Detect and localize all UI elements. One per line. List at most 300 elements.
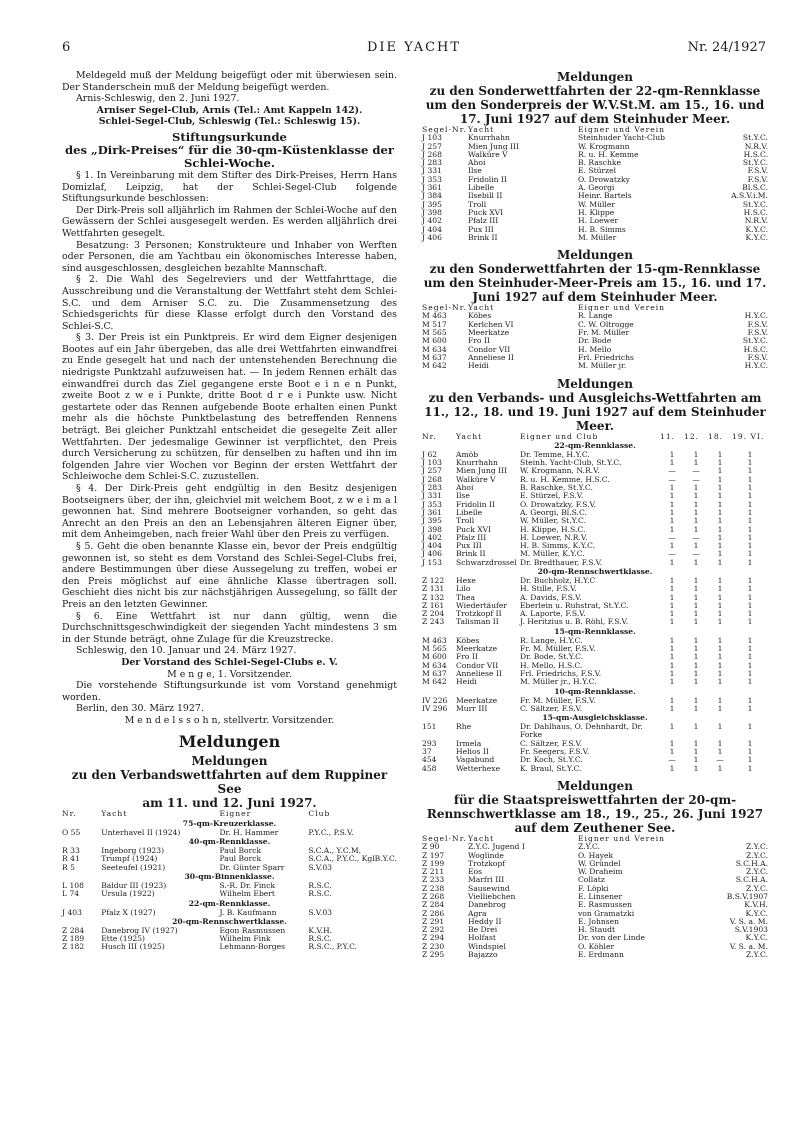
race-mark: 1: [693, 600, 699, 610]
table-header-row: [422, 433, 768, 441]
yacht-name: Meerkatze: [456, 695, 498, 705]
yacht-name: Schwarzdrossel: [456, 557, 517, 567]
club-name: Bl.S.C.: [742, 183, 768, 193]
race-mark: 1: [747, 483, 753, 493]
owner-club: [578, 951, 768, 959]
column-header: Yacht: [468, 125, 495, 134]
sail-number: M 600: [422, 336, 447, 346]
race-mark: 1: [717, 738, 723, 748]
yacht-name: Fridolin II: [468, 174, 507, 184]
race-mark: 1: [669, 449, 675, 459]
owner-name: O. Hayek: [578, 850, 614, 860]
table-row: [422, 618, 768, 626]
yacht-name: Heidi: [456, 677, 477, 687]
sail-number: M 463: [422, 311, 447, 321]
sail-number: 37: [422, 747, 432, 757]
sail-number: Z 90: [422, 842, 440, 852]
yacht-name: Helios II: [456, 747, 489, 757]
club-name: R.S.C.: [308, 880, 332, 890]
club-name: A.S.V.i.M.: [731, 191, 768, 201]
sail-number: L 108: [62, 880, 84, 890]
sail-number: M 642: [422, 677, 447, 687]
owner-club: A. Laporte, F.S.V.: [520, 609, 586, 619]
owner-name: R. u. H. Kemme: [578, 149, 639, 159]
yacht-name: Fro II: [456, 652, 478, 662]
race-mark: 1: [717, 722, 723, 732]
race-mark: 1: [717, 652, 723, 662]
race-mark: 1: [747, 755, 753, 765]
sail-number: 151: [422, 722, 437, 732]
class-name: 20-qm-Rennschwertklasse.: [537, 566, 653, 576]
stift-subheading: des „Dirk-Preises“ für die 30-qm-Küstenklasse der Schlei-Woche.: [65, 142, 394, 170]
table-row: [62, 943, 397, 951]
club-name: Z.Y.C.: [746, 950, 768, 960]
yacht-name: Walküre V: [456, 474, 496, 484]
ruppin-sub1: zu den Verbandswettfahrten auf dem Ruppiner See: [71, 768, 388, 797]
signer-arnis: Arniser Segel-Club, Arnis (Tel.: Amt Kappeln 142).: [96, 104, 363, 116]
yacht-name: Heidi: [468, 361, 489, 371]
yacht-name: Bajazzo: [468, 950, 498, 960]
race-mark: 1: [717, 609, 723, 619]
stift-paragraph: Schleswig, den 10. Januar und 24. März 1927.: [76, 645, 297, 657]
sail-number: R 33: [62, 846, 80, 856]
owner-club: Dr. Bredthauer, F.S.V.: [520, 557, 603, 567]
race-mark: 1: [693, 738, 699, 748]
race-mark: 1: [693, 763, 699, 773]
sail-number: J 62: [422, 449, 438, 459]
race-mark: 1: [717, 644, 723, 654]
race-mark: 1: [717, 617, 723, 627]
owner-club: C. Sältzer, F.S.V.: [520, 703, 583, 713]
owner-club: Fr. M. Müller, F.S.V.: [520, 644, 596, 654]
race-mark: 1: [717, 507, 723, 517]
sail-number: J 268: [422, 474, 442, 484]
club-name: V. S. a. M.: [729, 941, 768, 951]
race-mark: 1: [717, 516, 723, 526]
owner-name: Dr. Bode: [578, 336, 612, 346]
race-mark: 1: [717, 763, 723, 773]
yacht-name: Trumpf (1924): [101, 854, 158, 864]
club-name: R.S.C.: [308, 934, 332, 944]
sail-number: Z 284: [62, 925, 85, 935]
b2-table: [422, 304, 768, 370]
yacht-name: Vagabund: [456, 755, 495, 765]
club-name: R.S.C.: [308, 889, 332, 899]
club-name: N.R.V.: [744, 216, 768, 226]
sail-number: 454: [422, 755, 437, 765]
race-mark: 1: [717, 584, 723, 594]
yacht-name: Wiedertäufer: [456, 600, 507, 610]
sail-number: J 361: [422, 183, 442, 193]
race-mark: 1: [747, 592, 753, 602]
owner-club: H. Klippe, H.S.C.: [520, 524, 586, 534]
race-mark: 1: [717, 499, 723, 509]
sail-number: Z 189: [62, 934, 85, 944]
owner-club: Fr. Seegers, F.S.V.: [520, 747, 590, 757]
sail-number: J 353: [422, 174, 442, 184]
race-mark: 1: [693, 499, 699, 509]
yacht-name: Pfalz III: [468, 216, 499, 226]
owner-name: H. Staudt: [578, 925, 616, 935]
sail-number: M 642: [422, 361, 447, 371]
yacht-name: Condor VII: [456, 660, 499, 670]
race-mark: 1: [693, 660, 699, 670]
ruppin-table: [62, 810, 397, 951]
sail-number: J 398: [422, 524, 442, 534]
yacht-name: Hexe: [456, 575, 476, 585]
yacht-name: Marfri III: [468, 875, 505, 885]
race-mark: 1: [693, 722, 699, 732]
race-mark: 1: [717, 575, 723, 585]
arnis-date: Arnis-Schleswig, den 2. Juni 1927.: [76, 93, 240, 105]
race-mark: 1: [693, 644, 699, 654]
sail-number: J 395: [422, 199, 442, 209]
race-mark: 1: [747, 491, 753, 501]
yacht-name: Danebrog: [468, 900, 506, 910]
sail-number: Z 132: [422, 592, 445, 602]
race-mark: 1: [669, 499, 675, 509]
club-name: F.S.V.: [747, 319, 768, 329]
owner-club: H. Loewer, N.R.V.: [520, 532, 588, 542]
race-mark: 1: [669, 660, 675, 670]
owner-club: M. Müller jr., H.Y.C.: [520, 677, 597, 687]
race-mark: 1: [693, 483, 699, 493]
column-header: 18.: [708, 431, 724, 441]
stift-paragraph: § 5. Geht die oben benannte Klasse ein, bevor der Preis endgültig gewonnen ist, so steht es dem Vorstand des Schlei-Segel-Clubs frei, andere Bestimmungen über diese Aussegelung zu treffen, wobei er den Preis möglichst auf eine ähnliche Klasse übertragen soll. Geschieht dies nicht bis zur nächstjährigen Aussegelung, so fällt der Preis an den letzten Gewinner.: [62, 540, 397, 610]
race-mark: 1: [669, 491, 675, 501]
b1-heading: Meldungen: [556, 70, 634, 84]
owner-name: Steinhuder Yacht-Club: [578, 133, 665, 143]
owner-club: C. Sältzer, F.S.V.: [520, 738, 583, 748]
owner-name: Dr. Günter Sparr: [219, 862, 285, 872]
race-mark: 1: [747, 747, 753, 757]
owner-club: Dr. Temme, H.Y.C.: [520, 449, 590, 459]
race-mark: 1: [717, 695, 723, 705]
yacht-name: Mien Jung III: [456, 466, 508, 476]
sail-number: M 637: [422, 668, 447, 678]
yacht-name: Rhe: [456, 722, 472, 732]
owner-club: B. Raschke, St.Y.C.: [520, 483, 593, 493]
race-mark: —: [716, 755, 724, 765]
b3-heading: Meldungen: [556, 376, 634, 391]
race-mark: 1: [693, 755, 699, 765]
yacht-name: Puck XVI: [456, 524, 492, 534]
sail-number: Z 286: [422, 908, 445, 918]
yacht-name: Eos: [468, 867, 483, 877]
yacht-name: Ilse: [456, 491, 470, 501]
race-mark: 1: [693, 541, 699, 551]
club-name: S.C.A., Y.C.M.: [308, 846, 362, 856]
column-header: Yacht: [468, 833, 495, 843]
race-mark: 1: [693, 668, 699, 678]
race-mark: 1: [669, 483, 675, 493]
owner-name: E. Rasmussen: [578, 900, 632, 910]
sail-number: Z 243: [422, 617, 445, 627]
sail-number: Z 233: [422, 875, 445, 885]
race-mark: 1: [747, 541, 753, 551]
yacht-name: Kerlchen VI: [468, 319, 514, 329]
club-name: Z.Y.C.: [746, 850, 768, 860]
column-header: Eigner und Verein: [578, 833, 666, 843]
yacht-name: Lilo: [456, 584, 471, 594]
race-mark: 1: [693, 695, 699, 705]
table-row: [62, 829, 397, 837]
club-name: H.S.C.: [743, 344, 768, 354]
column-header: Eigner und Verein: [578, 303, 666, 313]
owner-name: E. Johnsen: [578, 916, 620, 926]
owner-name: Collatz: [578, 875, 605, 885]
race-mark: 1: [747, 499, 753, 509]
sail-number: R 5: [62, 862, 75, 872]
b1-table: [422, 126, 768, 242]
issue-number: Nr. 24/1927: [687, 40, 766, 55]
race-mark: 1: [747, 524, 753, 534]
owner-club: Steinh. Yacht-Club, St.Y.C.: [520, 458, 622, 468]
yacht-name: Seeteufel (1921): [101, 862, 166, 872]
sail-number: Z 284: [422, 900, 445, 910]
sail-number: Z 292: [422, 925, 445, 935]
yacht-name: Windspiel: [468, 941, 506, 951]
owner-club: M. Müller, K.Y.C.: [520, 549, 585, 559]
column-header: Segel-Nr.: [422, 833, 467, 843]
meldungen-heading: Meldungen: [178, 732, 281, 752]
owner-club: K. Braul, St.Y.C.: [520, 763, 582, 773]
owner-name: Egon Rasmussen: [219, 925, 286, 935]
column-header: 19. VI.: [732, 431, 765, 441]
club-name: K.V.H.: [744, 900, 768, 910]
race-mark: 1: [717, 532, 723, 542]
race-mark: —: [692, 474, 700, 484]
race-mark: 1: [717, 466, 723, 476]
owner-name: M. Müller: [578, 232, 617, 242]
owner-name: Heinr. Bartels: [578, 191, 632, 201]
race-mark: 1: [747, 703, 753, 713]
race-mark: 1: [747, 617, 753, 627]
race-mark: 1: [747, 600, 753, 610]
club-name: H.Y.C.: [744, 311, 768, 321]
yacht-name: Vielliebchen: [468, 892, 516, 901]
owner-name: W. Gründel: [578, 858, 621, 868]
owner-club: Frl. Friedrichs, F.S.V.: [520, 668, 602, 678]
column-header: Segel-Nr.: [422, 125, 467, 134]
sail-number: IV 296: [422, 703, 448, 713]
race-mark: 1: [747, 609, 753, 619]
table-row: [62, 890, 397, 898]
race-mark: 1: [669, 668, 675, 678]
race-mark: 1: [669, 516, 675, 526]
sail-number: J 353: [422, 499, 442, 509]
column-header: 11.: [660, 431, 676, 441]
column-header: Nr.: [422, 431, 437, 441]
sail-number: Z 131: [422, 584, 445, 594]
sail-number: Z 204: [422, 609, 445, 619]
b4-subheading: für die Staatspreiswettfahrten der 20-qm-Rennschwertklasse am 18., 19., 25., 26. Juni 1927 auf dem Zeuthener See.: [426, 792, 764, 835]
sail-number: J 331: [422, 166, 442, 176]
club-name: F.S.V.: [747, 166, 768, 176]
club-name: S.C.A., P.Y.C., KglB.Y.C.: [308, 854, 397, 864]
table-row: [422, 234, 768, 242]
race-mark: —: [692, 532, 700, 542]
yacht-name: Ahoi: [456, 483, 474, 493]
yacht-name: Ette (1925): [101, 934, 146, 944]
column-header: Club: [308, 809, 331, 819]
yacht-name: Trotzkopf: [468, 858, 506, 868]
stift-paragraphs: [62, 170, 397, 657]
race-mark: 1: [693, 703, 699, 713]
sail-number: M 600: [422, 652, 447, 662]
owner-name: S.-R. Dr. Finck: [219, 880, 276, 890]
owner-club: W. Müller, St.Y.C.: [520, 516, 587, 526]
class-name: 75-qm-Kreuzerklasse.: [182, 818, 277, 828]
club-name: B.S.V.1907: [726, 892, 768, 901]
race-mark: 1: [747, 575, 753, 585]
club-name: K.Y.C.: [745, 933, 768, 943]
table-row: [422, 484, 768, 492]
club-name: N.R.V.: [744, 141, 768, 151]
sail-number: J 103: [422, 133, 442, 143]
owner-club: Dr. Dahlhaus, O. Dehnhardt, Dr. Forke: [520, 722, 643, 740]
sail-number: J 384: [422, 191, 442, 201]
sail-number: J 403: [62, 907, 82, 917]
race-mark: 1: [747, 668, 753, 678]
race-mark: 1: [669, 747, 675, 757]
column-header: Nr.: [62, 809, 77, 819]
column-header: Eigner und Club: [520, 431, 599, 441]
sail-number: Z 295: [422, 950, 445, 960]
vorstand-line: Der Vorstand des Schlei-Segel-Clubs e. V.: [121, 656, 338, 668]
table-row: [62, 909, 397, 917]
race-mark: 1: [717, 483, 723, 493]
race-mark: 1: [747, 722, 753, 732]
sail-number: Z 230: [422, 941, 445, 951]
owner-name: M. Müller jr.: [578, 361, 627, 371]
table-row: [422, 577, 768, 585]
race-mark: 1: [669, 677, 675, 687]
column-header: Yacht: [101, 809, 128, 819]
club-name: K.V.H.: [308, 925, 333, 935]
sail-number: Z 238: [422, 883, 445, 893]
yacht-name: Holfast: [468, 933, 496, 943]
race-mark: 1: [747, 458, 753, 468]
berlin-date: Berlin, den 30. März 1927.: [76, 703, 204, 715]
column-header: Eigner und Verein: [578, 125, 666, 134]
race-mark: 1: [669, 644, 675, 654]
race-mark: 1: [717, 557, 723, 567]
race-mark: 1: [693, 747, 699, 757]
sail-number: J 257: [422, 466, 442, 476]
owner-name: O. Köhler: [578, 941, 615, 951]
class-name: 22-qm-Rennklasse.: [188, 898, 271, 908]
ruppin-sub2: am 11. und 12. Juni 1927.: [142, 796, 317, 811]
club-name: St.Y.C.: [742, 133, 768, 143]
club-name: H.Y.C.: [744, 361, 768, 371]
owner-club: R. u. H. Kemme, H.S.C.: [520, 474, 610, 484]
race-mark: 1: [669, 703, 675, 713]
race-mark: 1: [669, 609, 675, 619]
owner-name: W. Draheim: [578, 867, 623, 877]
race-mark: 1: [747, 652, 753, 662]
club-name: S.C.H.A.: [735, 858, 768, 868]
club-name: Z.Y.C.: [746, 867, 768, 877]
race-mark: 1: [693, 458, 699, 468]
owner-name: J. B. Kaufmann: [219, 907, 277, 917]
sail-number: J 257: [422, 141, 442, 151]
yacht-name: Pux III: [468, 224, 494, 234]
owner-club: [578, 234, 768, 242]
race-mark: 1: [717, 549, 723, 559]
race-mark: 1: [747, 466, 753, 476]
race-mark: 1: [717, 541, 723, 551]
page-number: 6: [62, 40, 71, 55]
stift-paragraph: § 3. Der Preis ist ein Punktpreis. Er wird dem Eigner desjenigen Bootes auf ein Jahr übergeben, das alle drei Wettfahrten einwandfrei zu Ende gesegelt hat und nach der untenstehenden Berechnung die niedrigste Punktzahl aufzuweisen hat. — In jedem Rennen erhält das einwandfrei durch das Ziel gegangene erste Boot e i n e n Punkt, zweite Boot z w e i Punkte, dritte Boot d r e i Punkte usw. Nicht gestartete oder das Rennen aufgebende Boote erhalten einen Punkt mehr als die höchste Punktbelastung des betreffenden Rennens beträgt. Bei gleicher Punktzahl entscheidet die gesegelte Zeit aller Wettfahrten. Der jedesmalige Gewinner ist verpflichtet, den Preis durch Versicherung zu schützen, für denselben zu haften und ihn im folgenden Jahre vier Wochen vor Beginn der ersten Wettfahrt der Schleiwoche dem Schlei-S.C. zuzustellen.: [62, 332, 397, 483]
owner-name: H. Mello: [578, 344, 612, 354]
sail-number: Z 182: [62, 942, 85, 952]
race-mark: —: [668, 549, 676, 559]
class-name: 40-qm-Rennklasse.: [188, 837, 271, 847]
yacht-name: Fro II: [468, 336, 490, 346]
club-name: Z.Y.C.: [746, 883, 768, 893]
race-mark: 1: [747, 635, 753, 645]
race-mark: 1: [717, 747, 723, 757]
sail-number: O 55: [62, 827, 81, 837]
race-mark: 1: [693, 524, 699, 534]
table-row: [422, 723, 768, 740]
owner-name: Dr. H. Hammer: [219, 827, 279, 837]
race-mark: 1: [693, 609, 699, 619]
race-mark: 1: [693, 491, 699, 501]
genehm-text: Die vorstehende Stiftungsurkunde ist vom Vorstand genehmigt worden.: [62, 680, 397, 703]
yacht-name: Troll: [468, 199, 487, 209]
sail-number: Z 268: [422, 892, 445, 901]
yacht-name: Libelle: [468, 183, 495, 193]
owner-name: E. Linsener: [578, 892, 623, 901]
owner-name: Dr. von der Linde: [578, 933, 645, 943]
table-row: [422, 705, 768, 713]
race-mark: 1: [747, 449, 753, 459]
table-row: [422, 362, 768, 370]
race-mark: 1: [693, 449, 699, 459]
stift-paragraph: § 6. Eine Wettfahrt ist nur dann gültig, wenn die Durchschnittsgeschwindigkeit der siegenden Yacht mindestens 3 sm in der Stunde beträgt, ohne Zulage für die Kreuzstrecke.: [62, 610, 397, 645]
owner-name: H. Klippe: [578, 207, 615, 217]
race-mark: 1: [669, 557, 675, 567]
race-mark: 1: [669, 738, 675, 748]
club-name: S.V.03: [308, 907, 332, 917]
owner-name: E. Stürzel: [578, 166, 617, 176]
yacht-name: Ilsebill II: [468, 191, 503, 201]
mendelssohn-line: M e n d e l s s o h n, stellvertr. Vorsitzender.: [124, 714, 335, 726]
race-mark: 1: [717, 491, 723, 501]
stift-paragraph: Besatzung: 3 Personen; Konstrukteure und Inhaber von Werften oder Personen, die am Yachtbau ein ökonomisches Interesse haben, sind ausgeschlossen, desgleichen bezahlte Mannschaft.: [62, 239, 397, 274]
owner-name: O. Drowatzky: [578, 174, 630, 184]
yacht-name: Mien Jung III: [468, 141, 520, 151]
race-mark: 1: [747, 660, 753, 670]
race-mark: 1: [747, 677, 753, 687]
yacht-name: Knurrhahn: [456, 458, 498, 468]
yacht-name: Pux III: [456, 541, 482, 551]
race-mark: 1: [669, 652, 675, 662]
race-mark: 1: [693, 677, 699, 687]
owner-name: A. Georgi: [578, 183, 615, 193]
race-mark: 1: [747, 763, 753, 773]
race-mark: 1: [747, 474, 753, 484]
race-mark: 1: [747, 516, 753, 526]
owner-club: H. Mello, H.S.C.: [520, 660, 583, 670]
owner-club: Dr. Koch, St.Y.C.: [520, 755, 583, 765]
sail-number: M 634: [422, 660, 447, 670]
stift-paragraph: § 4. Der Dirk-Preis geht endgültig in den Besitz desjenigen Bootseigners über, der ihn, gleichviel mit welchem Boot, z w e i m a l gewonnen hat. Sind mehrere Bootseigner vorhanden, so geht das Anrecht an den Preis an den an Lebensjahren älteren Eigner über, mit dem Anheimgeben, nach freier Wahl über den Preis zu verfügen.: [62, 483, 397, 541]
yacht-name: Anneliese II: [468, 352, 514, 362]
race-mark: 1: [669, 507, 675, 517]
